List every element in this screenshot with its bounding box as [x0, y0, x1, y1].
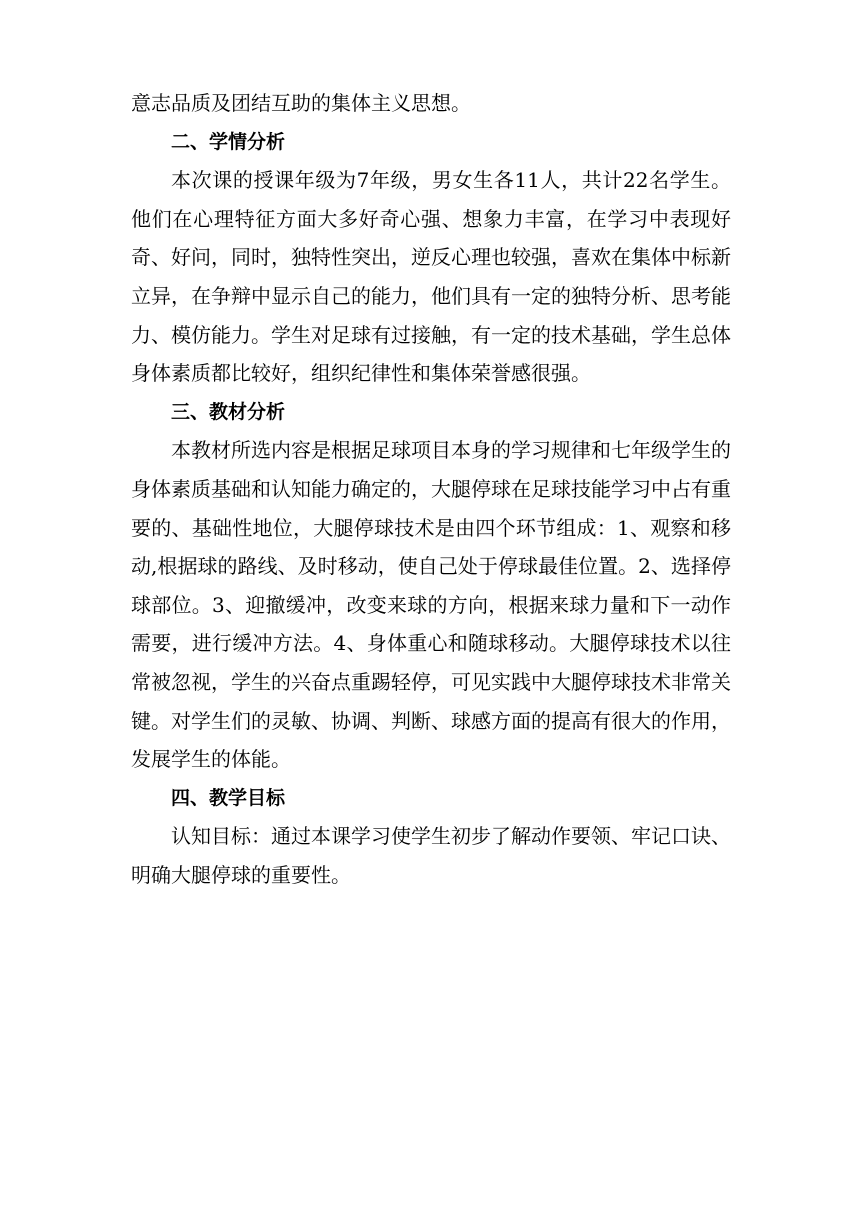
section-heading-material-analysis: 三、教材分析	[171, 400, 286, 423]
section-heading-student-analysis: 二、学情分析	[171, 130, 286, 153]
paragraph-cognitive-objective: 认知目标：通过本课学习使学生初步了解动作要领、牢记口诀、明确大腿停球的重要性。	[131, 824, 731, 887]
document-content	[131, 84, 731, 894]
paragraph-student-analysis: 本次课的授课年级为7年级，男女生各11人，共计22名学生。他们在心理特征方面大多好奇心强、想象力丰富，在学习中表现好奇、好问，同时，独特性突出，逆反心理也较强，喜欢在集体中标新立异，在争辩中显示自己的能力，他们具有一定的独特分析、思考能力、模仿能力。学生对足球有过接触，有一定的技术基础，学生总体身体素质都比较好，组织纪律性和集体荣誉感很强。	[131, 168, 731, 386]
paragraph-material-analysis: 本教材所选内容是根据足球项目本身的学习规律和七年级学生的身体素质基础和认知能力确定的，大腿停球在足球技能学习中占有重要的、基础性地位，大腿停球技术是由四个环节组成：1、观察和移动,根据球的路线、及时移动，使自己处于停球最佳位置。2、选择停球部位。3、迎撤缓冲，改变来球的方向，根据来球力量和下一动作需要，进行缓冲方法。4、身体重心和随球移动。大腿停球技术以往常被忽视，学生的兴奋点重踢轻停，可见实践中大腿停球技术非常关键。对学生们的灵敏、协调、判断、球感方面的提高有很大的作用，发展学生的体能。	[131, 438, 731, 772]
continuation-paragraph: 意志品质及团结互助的集体主义思想。	[131, 91, 471, 115]
section-heading-teaching-objectives: 四、教学目标	[171, 786, 286, 809]
